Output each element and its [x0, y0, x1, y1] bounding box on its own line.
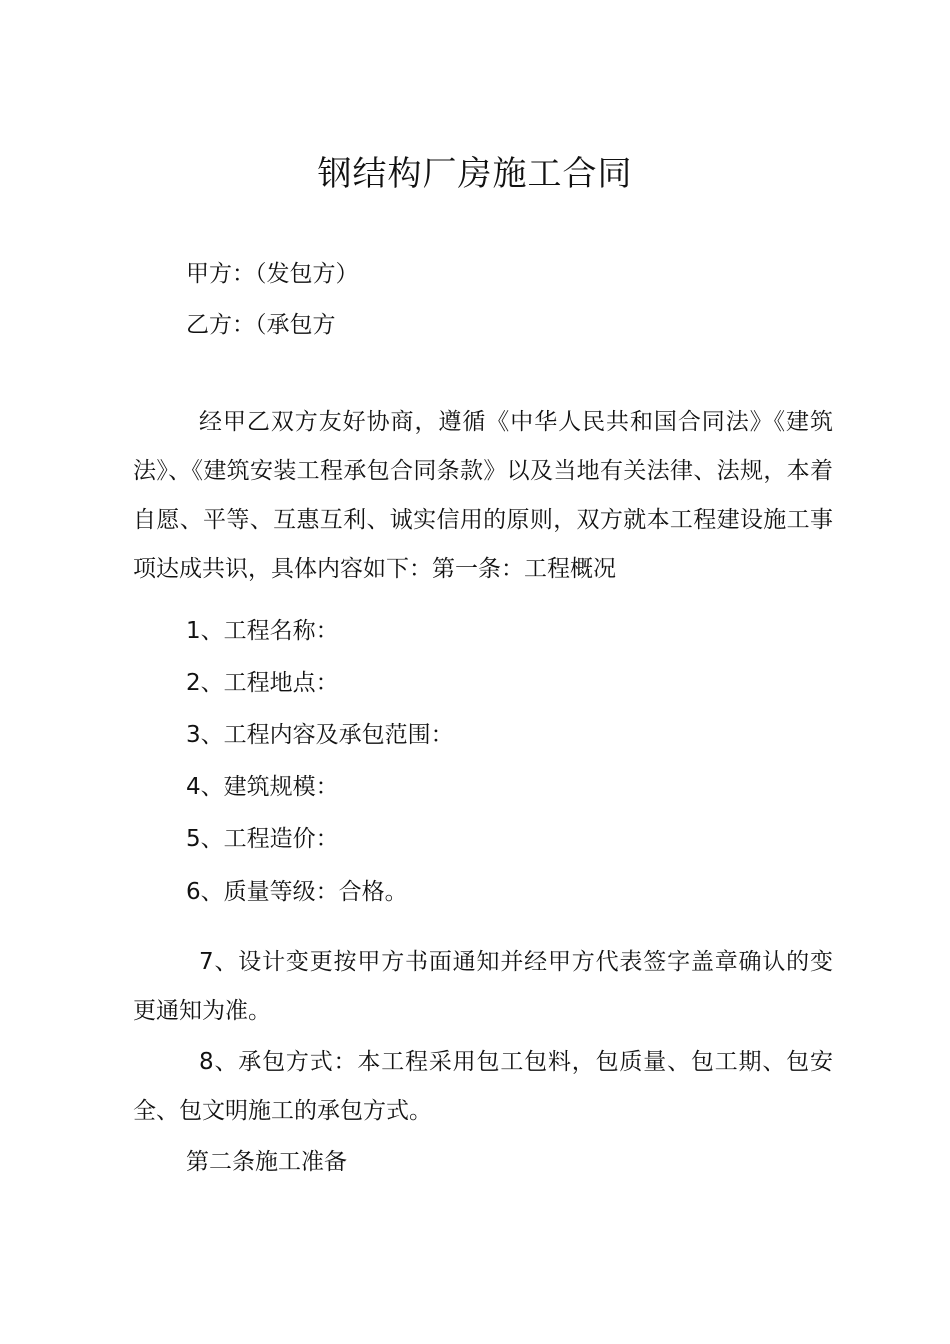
- party-b-line: 乙方：（承包方: [186, 312, 336, 338]
- item-project-scope: 3、工程内容及承包范围：: [186, 722, 454, 748]
- clause-design-change: 7、设计变更按甲方书面通知并经甲方代表签字盖章确认的变更通知为准。: [133, 949, 833, 1024]
- item-project-name: 1、工程名称：: [186, 618, 339, 644]
- clause-contract-method: 8、承包方式：本工程采用包工包料，包质量、包工期、包安全、包文明施工的承包方式。: [133, 1049, 833, 1124]
- item-project-cost: 5、工程造价：: [186, 826, 339, 852]
- preamble-paragraph: 经甲乙双方友好协商，遵循《中华人民共和国合同法》《建筑法》、《建筑安装工程承包合同条款》以及当地有关法律、法规，本着自愿、平等、互惠互利、诚实信用的原则，双方就本工程建设施工事项达成共识，具体内容如下：第一条：工程概况: [133, 409, 833, 582]
- contract-title: 钢结构厂房施工合同: [317, 154, 633, 194]
- article-2-heading: 第二条施工准备: [186, 1149, 347, 1175]
- party-a-line: 甲方：（发包方）: [186, 261, 359, 287]
- item-quality-grade: 6、质量等级：合格。: [186, 879, 408, 905]
- item-building-scale: 4、建筑规模：: [186, 774, 339, 800]
- item-project-location: 2、工程地点：: [186, 670, 339, 696]
